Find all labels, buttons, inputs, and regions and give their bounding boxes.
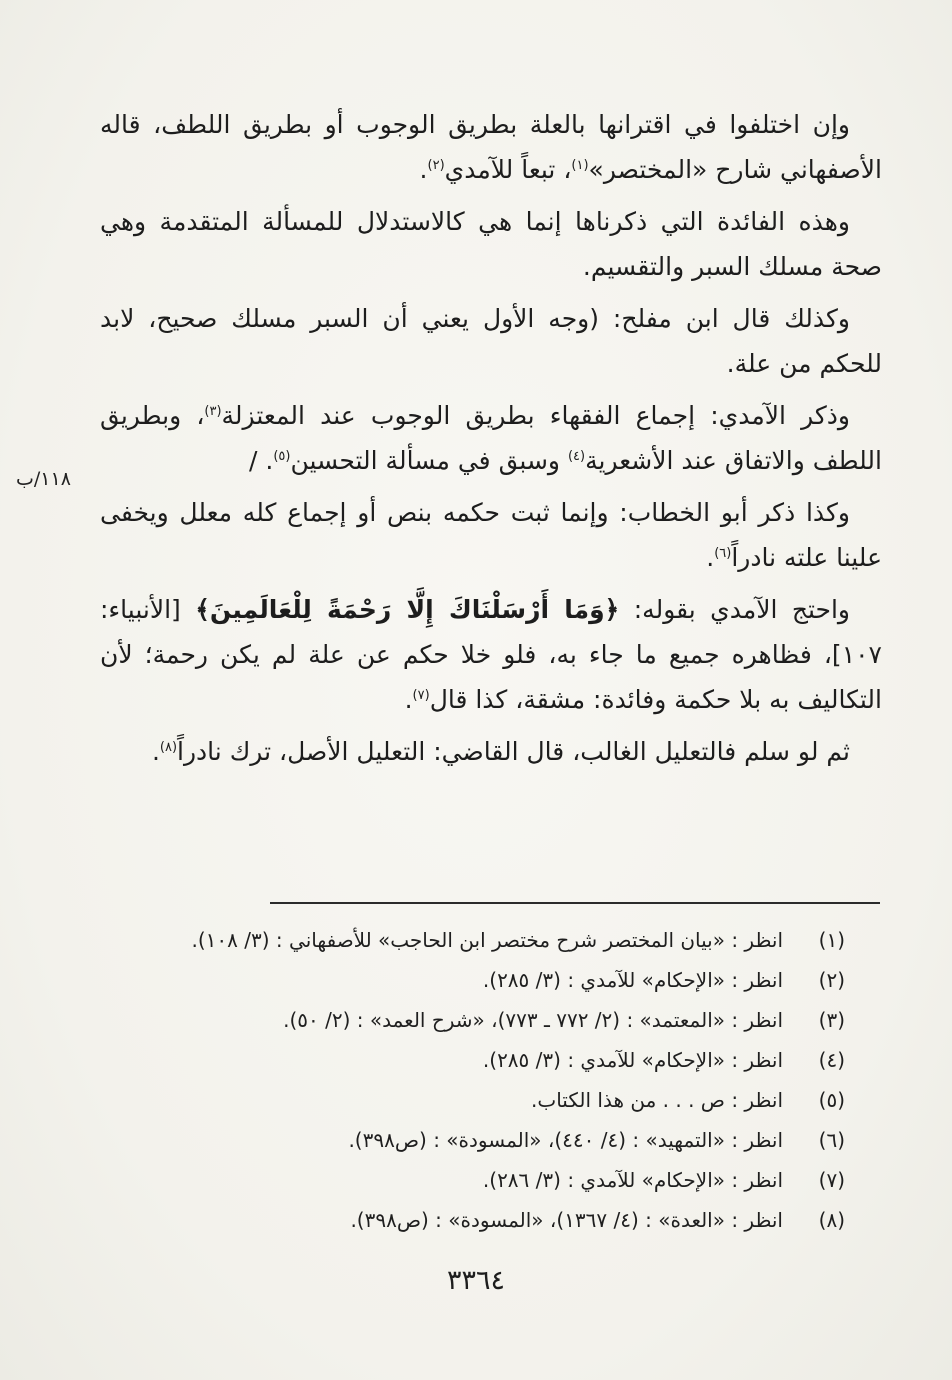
footnotes-block xyxy=(100,920,845,1240)
footnote-text: انظر : ص . . . من هذا الكتاب. xyxy=(531,1088,783,1112)
footnote-text: انظر : «بيان المختصر شرح مختصر ابن الحاجب» للأصفهاني : (٣/ ١٠٨). xyxy=(191,928,783,952)
footnote xyxy=(100,1120,845,1160)
footnote-text: انظر : «الإحكام» للآمدي : (٣/ ٢٨٦). xyxy=(482,1168,783,1192)
body-text-segment: . / xyxy=(249,446,274,475)
footnote xyxy=(100,920,845,960)
footnote-number: (٢) xyxy=(818,968,845,992)
footnote-reference: (٨) xyxy=(159,740,178,755)
footnote xyxy=(100,1000,845,1040)
footnote-number: (٨) xyxy=(818,1208,845,1232)
body-text-segment: . xyxy=(151,737,160,766)
folio-margin-note: ١١٨/ب xyxy=(16,468,71,490)
footnote-text: انظر : «الإحكام» للآمدي : (٣/ ٢٨٥). xyxy=(482,968,783,992)
footnote-text: انظر : «التمهيد» : (٤/ ٤٤٠)، «المسودة» : (ص٣٩٨). xyxy=(348,1128,783,1152)
footnote-text: انظر : «المعتمد» : (٢/ ٧٧٢ ـ ٧٧٣)، «شرح العمد» : (٢/ ٥٠). xyxy=(283,1008,783,1032)
body-text-segment: وإن اختلفوا في اقترانها بالعلة بطريق الوجوب أو بطريق اللطف، قاله الأصفهاني شارح «المختصر» xyxy=(100,110,882,184)
paragraph xyxy=(100,102,882,192)
footnote-number: (٤) xyxy=(818,1048,845,1072)
body-text-segment: . xyxy=(706,543,715,572)
body-text-segment: وذكر الآمدي: إجماع الفقهاء بطريق الوجوب عند المعتزلة xyxy=(221,401,850,430)
paragraph xyxy=(100,490,882,580)
body-text-segment: [الأنبياء: ١٠٧]، فظاهره جميع ما جاء به، فلو خلا حكم عن علة لم يكن رحمة؛ لأن التكاليف به بلا حكمة وفائدة: مشقة، كذا قال xyxy=(100,595,882,714)
body-text-segment: وكذلك قال ابن مفلح: (وجه الأول يعني أن السبر مسلك صحيح، لابد للحكم من علة. xyxy=(100,304,882,378)
footnote-number: (٧) xyxy=(818,1168,845,1192)
body-text-segment: . xyxy=(419,155,428,184)
footnote-number: (٦) xyxy=(818,1128,845,1152)
footnote-reference: (٢) xyxy=(427,158,445,173)
footnote-number: (١) xyxy=(818,928,845,952)
footnote-reference: (٦) xyxy=(714,546,732,561)
footnote-number: (٣) xyxy=(818,1008,845,1032)
body-text-segment: وسبق في مسألة التحسين xyxy=(290,446,568,475)
paragraph xyxy=(100,729,882,774)
footnote-reference: (٥) xyxy=(273,449,291,464)
paragraph xyxy=(100,199,882,289)
footnote-text: انظر : «العدة» : (٤/ ١٣٦٧)، «المسودة» : (ص٣٩٨). xyxy=(350,1208,783,1232)
body-text-segment: وكذا ذكر أبو الخطاب: وإنما ثبت حكمه بنص أو إجماع كله معلل ويخفى علينا علته نادراً xyxy=(100,498,882,572)
footnote-reference: (٤) xyxy=(567,449,586,464)
body-text-segment: . xyxy=(404,685,413,714)
footnote-text: انظر : «الإحكام» للآمدي : (٣/ ٢٨٥). xyxy=(482,1048,783,1072)
footnote-number: (٥) xyxy=(818,1088,845,1112)
paragraph xyxy=(100,296,882,386)
body-text-segment: واحتج الآمدي بقوله: xyxy=(619,595,850,624)
footnote xyxy=(100,960,845,1000)
body-text-segment: ثم لو سلم فالتعليل الغالب، قال القاضي: التعليل الأصل، ترك نادراً xyxy=(177,737,850,766)
footnote-reference: (٣) xyxy=(204,404,222,419)
footnote xyxy=(100,1200,845,1240)
footnote-separator-rule xyxy=(270,902,880,904)
body-text xyxy=(100,102,882,781)
footnote xyxy=(100,1040,845,1080)
body-text-segment: ، وبطريق اللطف والاتفاق عند الأشعرية xyxy=(100,401,882,475)
body-text-segment: ، تبعاً للآمدي xyxy=(444,155,572,184)
page-number: ٣٣٦٤ xyxy=(446,1265,505,1296)
quran-verse: ﴿وَمَا أَرْسَلْنَاكَ إِلَّا رَحْمَةً لِلْعَالَمِينَ﴾ xyxy=(195,595,620,624)
body-text-segment: وهذه الفائدة التي ذكرناها إنما هي كالاستدلال للمسألة المتقدمة وهي صحة مسلك السبر والتقسيم. xyxy=(100,207,882,281)
paragraph xyxy=(100,587,882,722)
paragraph xyxy=(100,393,882,483)
footnote-reference: (١) xyxy=(571,158,589,173)
footnote xyxy=(100,1080,845,1120)
footnote xyxy=(100,1160,845,1200)
footnote-reference: (٧) xyxy=(412,688,430,703)
